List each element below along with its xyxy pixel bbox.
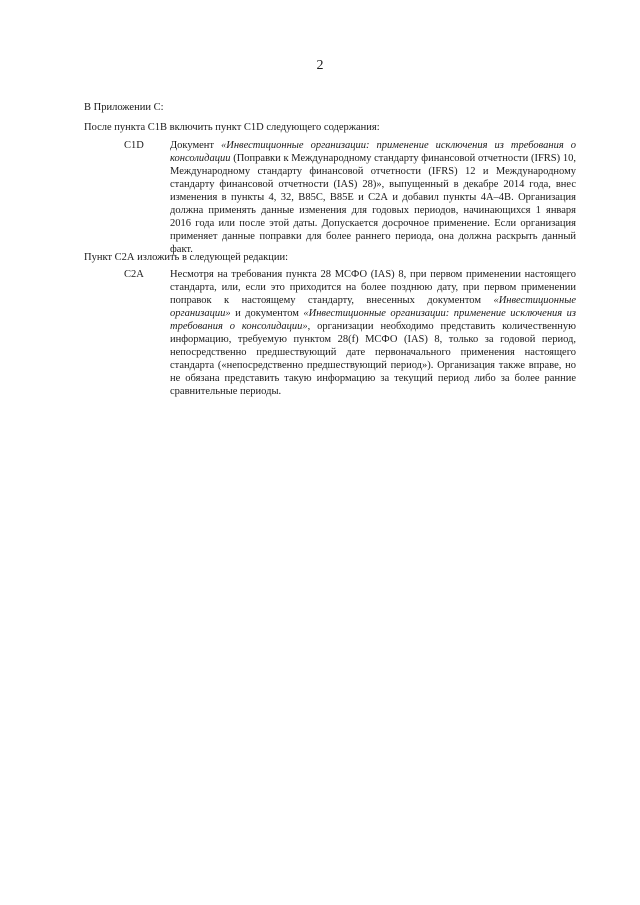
instruction-insert-c1d: После пункта С1В включить пункт C1D следующего содержания: — [84, 122, 380, 133]
paragraph-number: C1D — [124, 140, 144, 151]
instruction-replace-c2a: Пункт С2А изложить в следующей редакции: — [84, 252, 289, 263]
paragraph-text: и документом — [230, 308, 304, 319]
document-title: «Инвестиционные организации: применение исключения из требования о консолидации» — [170, 308, 576, 332]
paragraph-body — [170, 139, 576, 256]
paragraph-c2a — [84, 268, 576, 398]
paragraph-number: С2А — [124, 269, 144, 280]
document-title: «Инвестиционные организации: применение исключения из требования о консолидации — [170, 140, 576, 164]
paragraph-text: Несмотря на требования пункта 28 МСФО (IAS) 8, при первом применении настоящего стандарта, или, если это приходится на более позднюю дату, при первом применении поправок к настоящему стандарту, внесенных документом — [170, 269, 576, 306]
page-number: 2 — [316, 58, 324, 73]
paragraph-text: (Поправки к Международному стандарту финансовой отчетности (IFRS) 10, Международному стандарту финансовой отчетности (IFRS) 12 и Международному стандарту финансовой отчетности (IAS) 28)», выпущенный в декабре 2014 года, внес изменения в пункты 4, 32, В85С, В85Е и С2А и добавил пункты 4А–4В. Организация должна применять данные изменения для годовых периодов, начинающихся 1 января 2016 года или после этой даты. Допускается досрочное применение. Если организация применяет данные поправки для более раннего периода, она должна раскрыть данный факт. — [170, 153, 576, 255]
paragraph-c1d — [84, 139, 576, 256]
paragraph-body — [170, 268, 576, 398]
section-heading: В Приложении С: — [84, 102, 164, 113]
paragraph-text: , организации необходимо представить количественную информацию, требуемую пунктом 28(f) МСФО (IAS) 8, только за годовой период, непосредственно предшествующий дате первоначального применения настоящего стандарта («непосредственно предшествующий период»). Организация также вправе, но не обязана представить такую информацию за текущий период либо за более ранние сравнительные периоды. — [170, 321, 576, 397]
document-title: «Инвестиционные организации» — [170, 295, 576, 319]
paragraph-text: Документ — [170, 140, 222, 151]
